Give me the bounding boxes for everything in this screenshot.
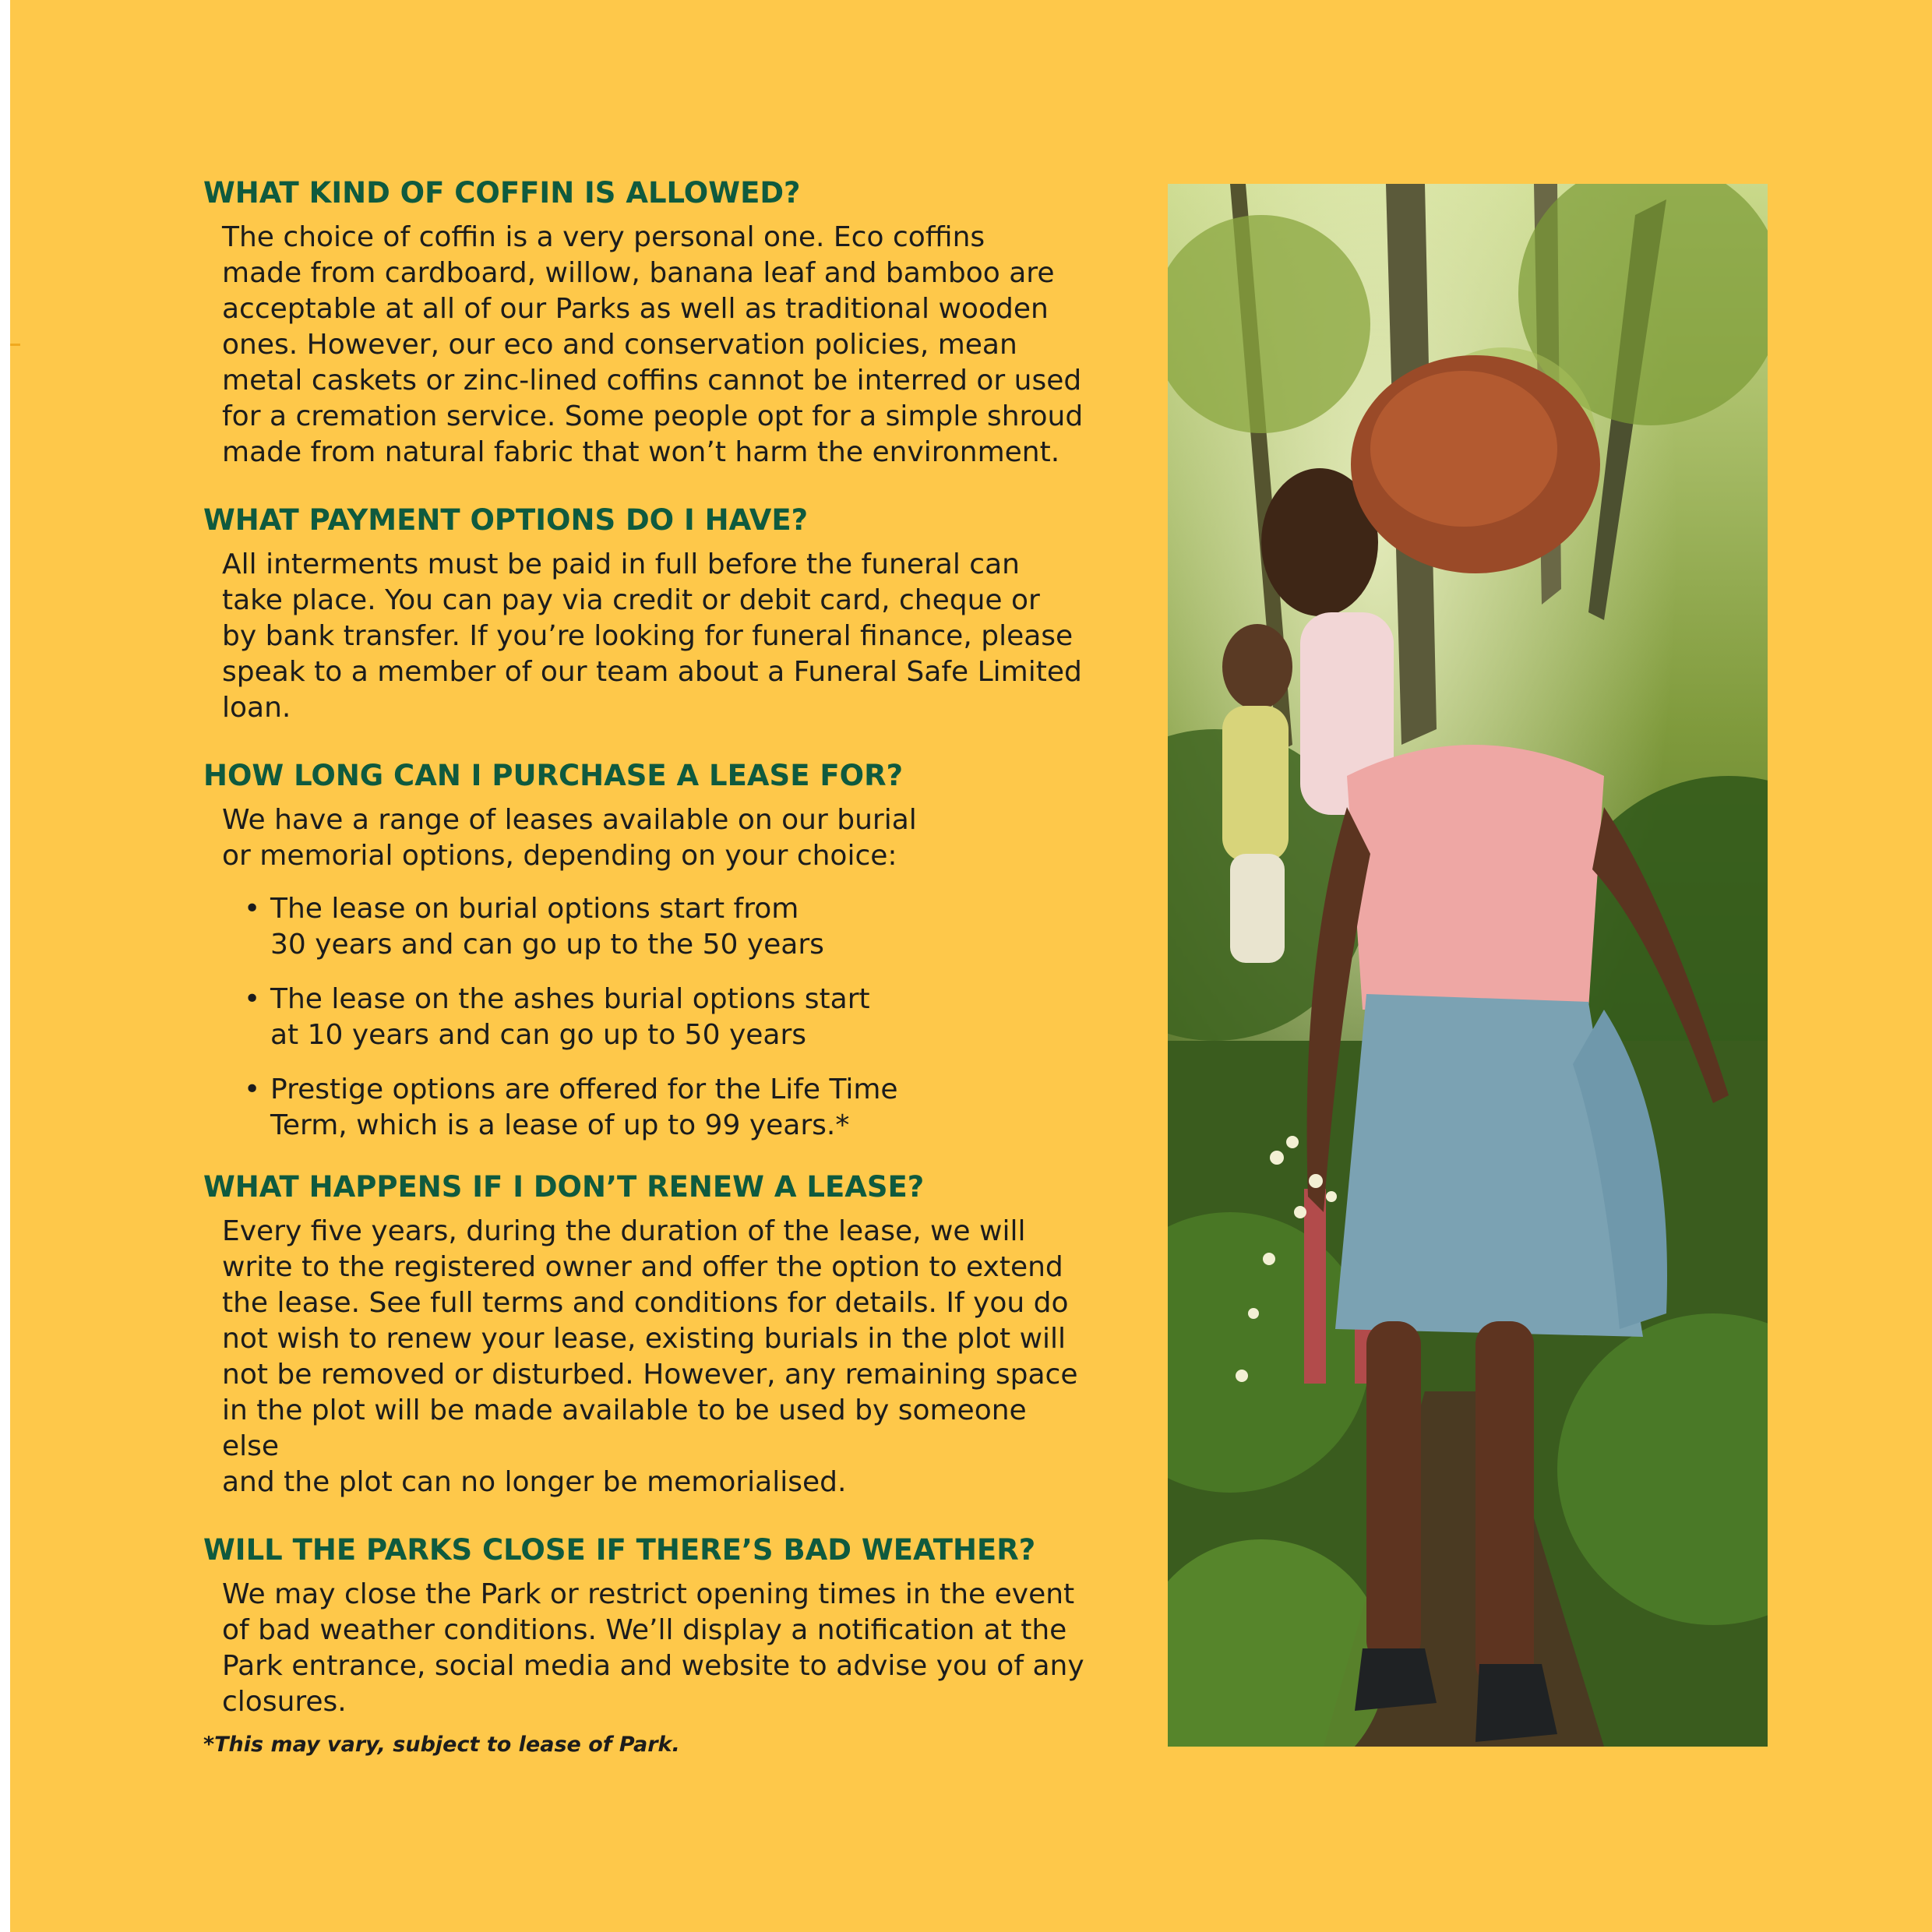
lease-bullet-list: [244, 891, 1091, 1144]
list-item-text: Prestige options are offered for the Life Time Term, which is a lease of up to 99 years.*: [270, 1074, 898, 1141]
faq-question: WHAT HAPPENS IF I DON’T RENEW A LEASE?: [203, 1170, 925, 1204]
list-item: [244, 1072, 1091, 1144]
faq-payment: [203, 500, 1091, 726]
faq-answer: Every five years, during the duration of the lease, we will write to the registered owner and offer the option to extend the lease. See full terms and conditions for details. If you do not wish to renew your lease, existing burials in the plot will not be removed or disturbed. However, any remaining space in the plot will be made available to be used by someone else and the plot can no longer be memorialised.: [222, 1215, 1078, 1498]
faq-question: WHAT PAYMENT OPTIONS DO I HAVE?: [203, 503, 809, 537]
footnote: *This may vary, subject to lease of Park.: [203, 1733, 680, 1757]
faq-lease-renewal: [203, 1167, 1091, 1500]
list-item: [244, 891, 1091, 963]
list-item-text: The lease on the ashes burial options start at 10 years and can go up to 50 years: [270, 983, 870, 1051]
list-item: [244, 982, 1091, 1053]
faq-answer: The choice of coffin is a very personal one. Eco coffins made from cardboard, willow, banana leaf and bamboo are acceptable at all of our Parks as well as traditional wooden ones. However, our eco and conservation policies, mean metal caskets or zinc-lined coffins cannot be interred or used for a cremation service. Some people opt for a simple shroud made from natural fabric that won’t harm the environment.: [222, 221, 1084, 468]
list-item-text: The lease on burial options start from 30 years and can go up to the 50 years: [270, 893, 824, 961]
faq-column: [203, 173, 1091, 1759]
faq-question: HOW LONG CAN I PURCHASE A LEASE FOR?: [203, 759, 904, 792]
faq-weather: [203, 1530, 1091, 1720]
faq-answer: We have a range of leases available on our burial or memorial options, depending on your choice:: [222, 804, 917, 872]
faq-answer: We may close the Park or restrict opening times in the event of bad weather conditions. We’ll display a notification at the Park entrance, social media and website to advise you of any closures.: [222, 1578, 1084, 1718]
faq-question: WHAT KIND OF COFFIN IS ALLOWED?: [203, 176, 801, 210]
margin-mark: [10, 344, 20, 346]
bullet-icon: •: [244, 1074, 261, 1105]
faq-lease-length: [203, 756, 1091, 1144]
bullet-icon: •: [244, 983, 261, 1015]
faq-question: WILL THE PARKS CLOSE IF THERE’S BAD WEATHER?: [203, 1533, 1036, 1567]
faq-coffin: [203, 173, 1091, 471]
faq-answer: All interments must be paid in full before the funeral can take place. You can pay via credit or debit card, cheque or by bank transfer. If you’re looking for funeral finance, please speak to a member of our team about a Funeral Safe Limited loan.: [222, 548, 1082, 724]
woodland-walk-photo: [1168, 184, 1768, 1747]
bullet-icon: •: [244, 893, 261, 925]
page-background: [10, 0, 1932, 1932]
